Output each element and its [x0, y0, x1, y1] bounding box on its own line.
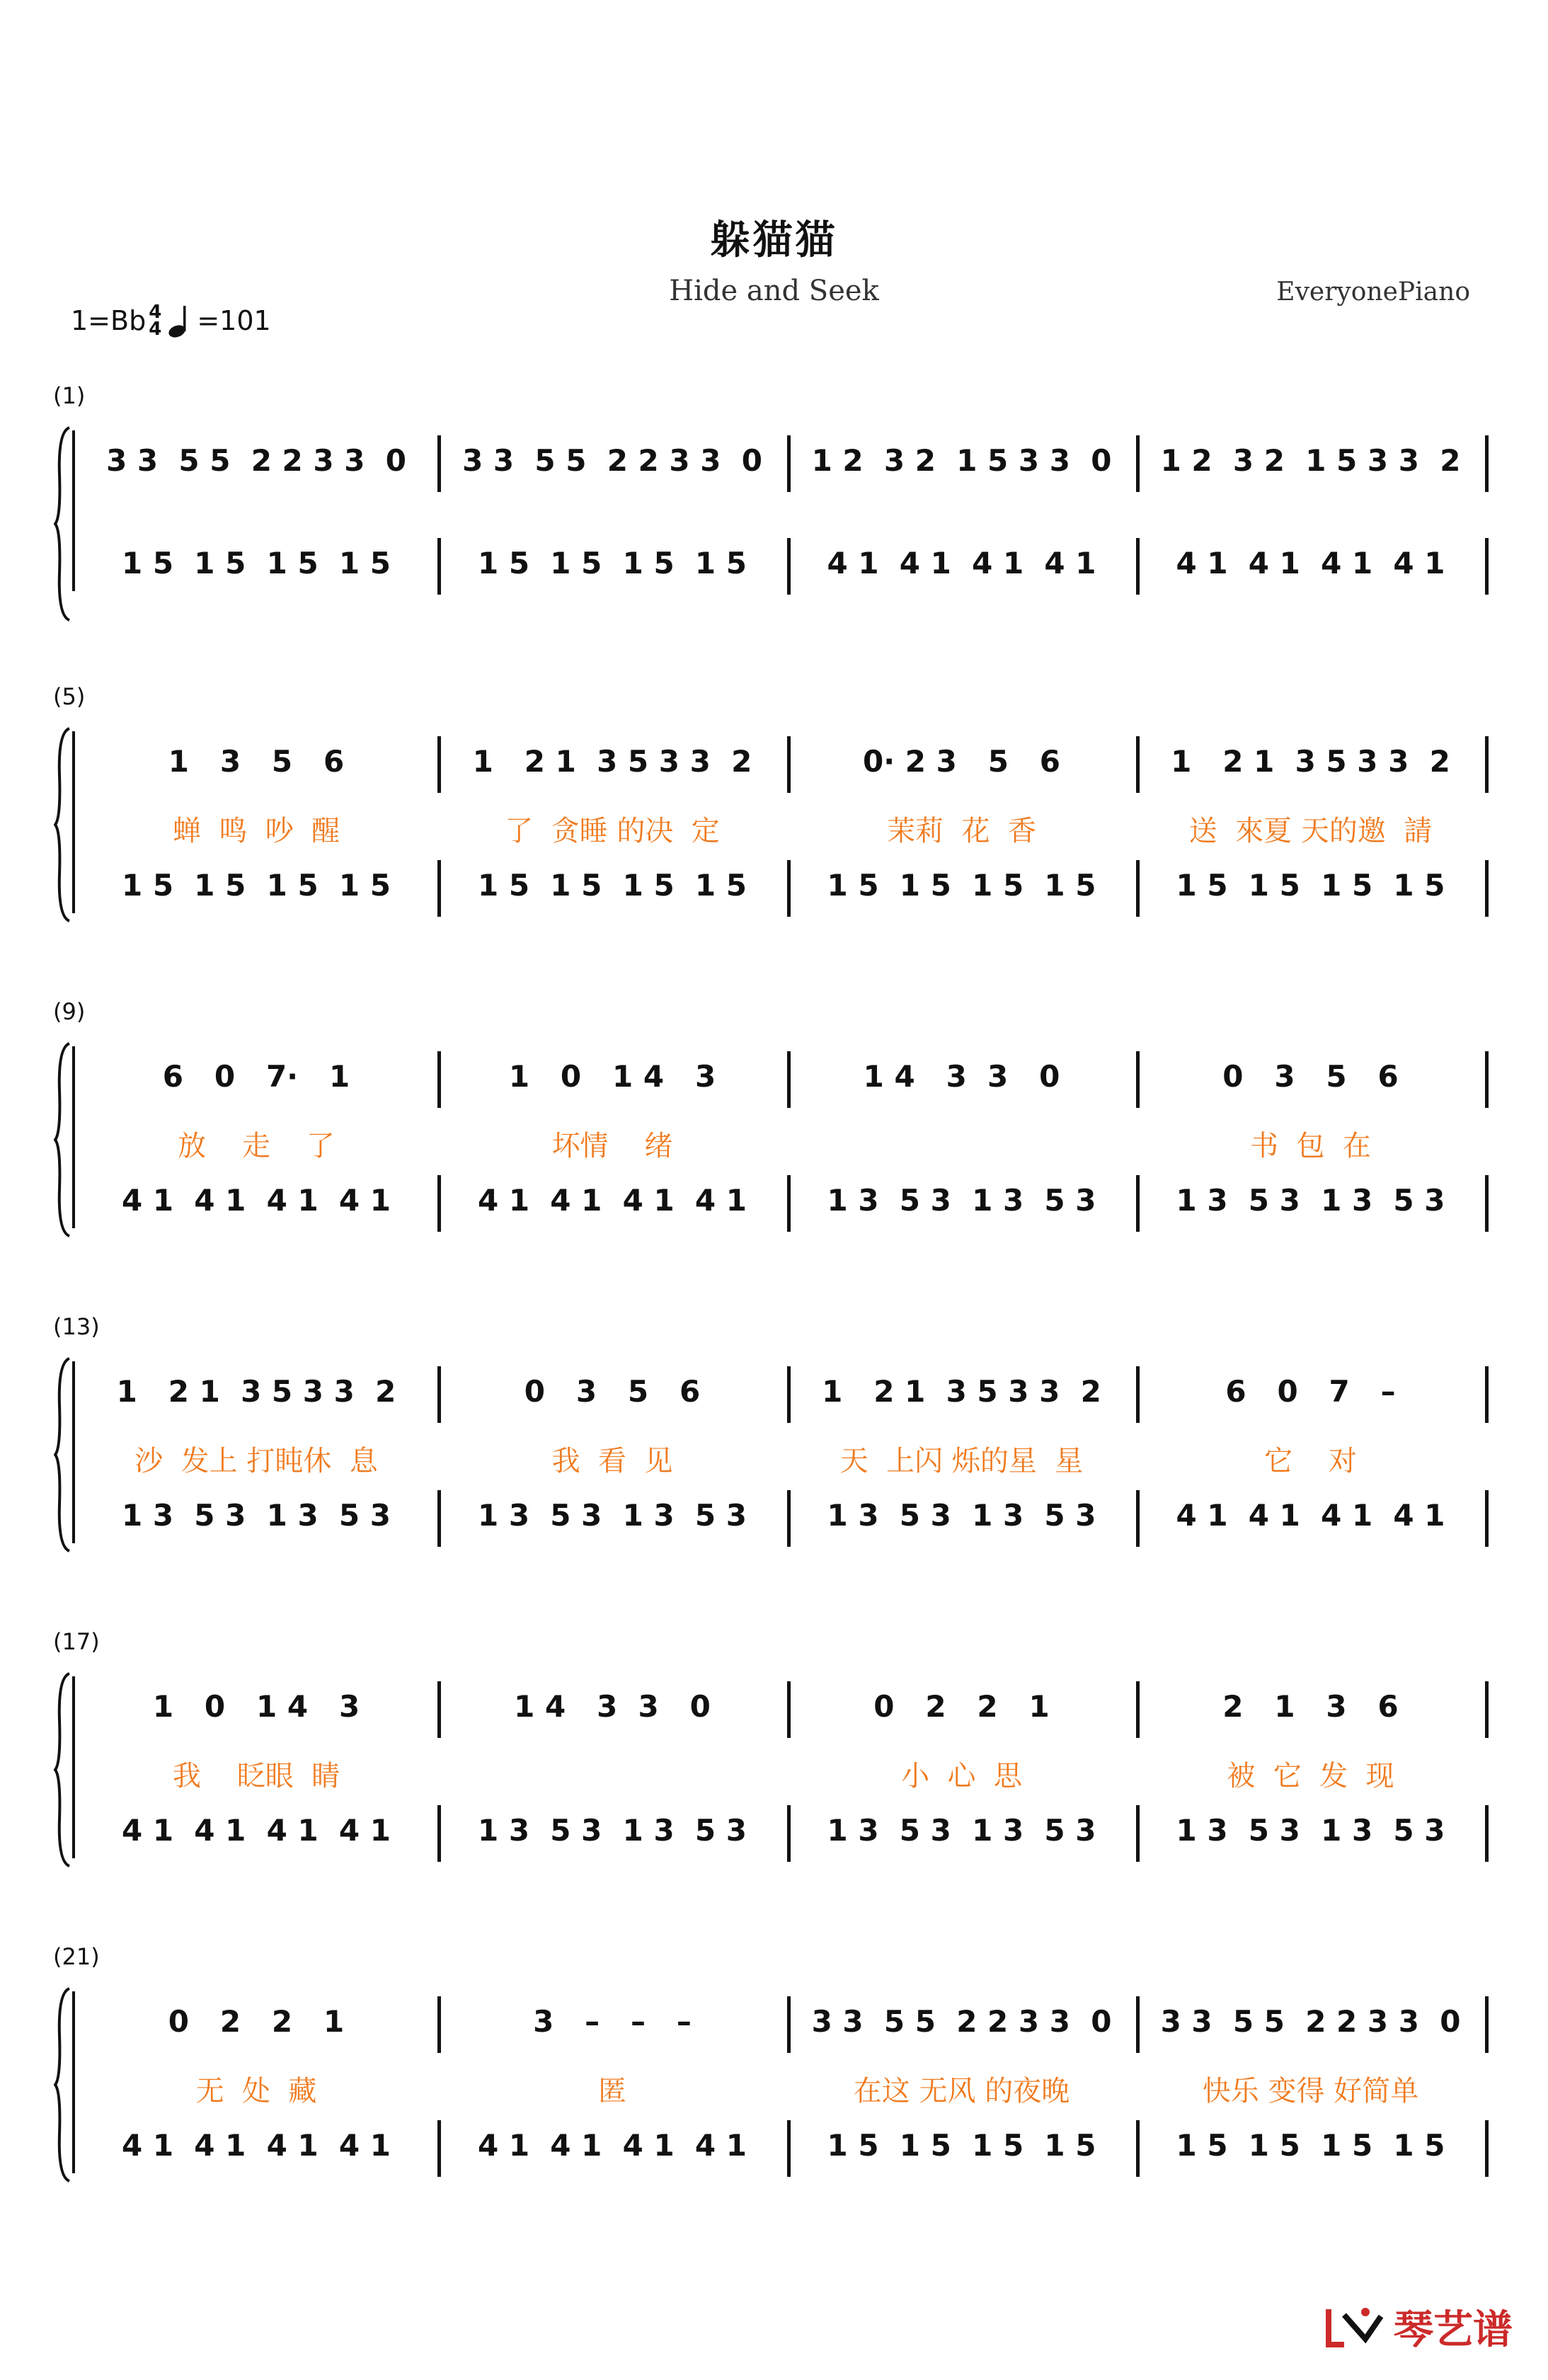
lyrics-measure: 快乐 变得 好简单 — [1202, 2074, 1419, 2107]
bass-measure: 1 5 1 5 1 5 1 5 — [477, 867, 747, 903]
bass-measure: 4 1 4 1 4 1 4 1 — [121, 2127, 391, 2163]
melody-measure: 3 – – – — [533, 2003, 692, 2039]
lyrics-measure: 沙 发上 打盹休 息 — [134, 1444, 378, 1477]
score-subtitle: Hide and Seek — [669, 275, 879, 307]
bass-measure: 1 3 5 3 1 3 5 3 — [827, 1182, 1096, 1218]
bass-row — [0, 1179, 1548, 1221]
melody-row — [0, 1685, 1548, 1727]
bass-row — [0, 542, 1548, 584]
bass-measure: 1 5 1 5 1 5 1 5 — [1176, 867, 1445, 903]
melody-measure: 1 2 1 3 5 3 3 2 — [472, 743, 752, 779]
melody-row — [0, 1055, 1548, 1097]
melody-measure: 0 3 5 6 — [1222, 1058, 1399, 1094]
measure-number: (9) — [53, 998, 86, 1025]
melody-measure: 1 2 3 2 1 5 3 3 2 — [1160, 442, 1461, 478]
bass-measure: 1 5 1 5 1 5 1 5 — [477, 545, 747, 580]
bass-measure: 1 5 1 5 1 5 1 5 — [1176, 2127, 1445, 2163]
time-signature — [149, 304, 161, 338]
bass-measure: 1 3 5 3 1 3 5 3 — [827, 1812, 1096, 1848]
lyrics-row — [0, 1752, 1548, 1795]
system-4 — [0, 1313, 1548, 1610]
bass-measure: 4 1 4 1 4 1 4 1 — [477, 1182, 747, 1218]
bass-measure: 1 5 1 5 1 5 1 5 — [827, 2127, 1096, 2163]
melody-measure: 0 2 2 1 — [168, 2003, 345, 2039]
bass-row — [0, 2124, 1548, 2166]
bass-measure: 4 1 4 1 4 1 4 1 — [827, 545, 1096, 580]
lyrics-measure: 匿 — [598, 2074, 626, 2107]
bass-measure: 1 3 5 3 1 3 5 3 — [1176, 1812, 1445, 1848]
melody-row — [0, 1370, 1548, 1412]
melody-measure: 6 0 7 – — [1225, 1373, 1396, 1409]
system-3 — [0, 998, 1548, 1295]
lyrics-row — [0, 1437, 1548, 1480]
bass-row — [0, 864, 1548, 906]
bass-row — [0, 1809, 1548, 1851]
bass-row — [0, 1494, 1548, 1536]
melody-measure: 1 2 1 3 5 3 3 2 — [822, 1373, 1101, 1409]
bass-measure: 1 5 1 5 1 5 1 5 — [121, 545, 391, 580]
bass-measure: 1 3 5 3 1 3 5 3 — [827, 1497, 1096, 1533]
lyrics-row — [0, 1122, 1548, 1165]
system-1 — [0, 382, 1548, 680]
melody-measure: 1 0 1 4 3 — [508, 1058, 716, 1094]
bass-measure: 1 3 5 3 1 3 5 3 — [1176, 1182, 1445, 1218]
watermark-brand: 琴艺谱 — [1394, 2307, 1513, 2353]
lyrics-measure: 茉莉 花 香 — [887, 814, 1036, 847]
lyrics-measure: 放 走 了 — [178, 1129, 335, 1162]
bass-measure: 1 5 1 5 1 5 1 5 — [827, 867, 1096, 903]
lyrics-measure: 书 包 在 — [1250, 1129, 1371, 1162]
system-6 — [0, 1943, 1548, 2241]
key-label: 1=Bb — [71, 305, 147, 336]
lyrics-measure: 坏情 绪 — [551, 1129, 673, 1162]
melody-measure: 1 2 1 3 5 3 3 2 — [1171, 743, 1450, 779]
melody-measure: 0· 2 3 5 6 — [862, 743, 1061, 779]
lyrics-row — [0, 2067, 1548, 2110]
bass-measure: 1 5 1 5 1 5 1 5 — [121, 867, 391, 903]
melody-measure: 1 3 5 6 — [168, 743, 345, 779]
score-title: 躲猫猫 — [710, 217, 838, 263]
melody-measure: 1 4 3 3 0 — [514, 1688, 711, 1724]
measure-number: (21) — [53, 1943, 100, 1970]
lyrics-measure: 了 贪睡 的决 定 — [505, 814, 720, 847]
quarter-note-icon — [167, 303, 194, 338]
measure-number: (1) — [53, 382, 86, 409]
melody-measure: 0 2 2 1 — [873, 1688, 1050, 1724]
system-2 — [0, 683, 1548, 980]
bass-measure: 1 3 5 3 1 3 5 3 — [477, 1812, 747, 1848]
melody-measure: 0 3 5 6 — [524, 1373, 701, 1409]
lyrics-row — [0, 807, 1548, 849]
melody-measure: 1 0 1 4 3 — [152, 1688, 360, 1724]
time-bottom: 4 — [149, 319, 162, 340]
melody-row — [0, 2000, 1548, 2042]
measure-number: (13) — [53, 1313, 100, 1340]
bass-measure: 4 1 4 1 4 1 4 1 — [1176, 1497, 1445, 1533]
lyrics-measure: 无 处 藏 — [195, 2074, 317, 2107]
bass-measure: 1 3 5 3 1 3 5 3 — [477, 1497, 747, 1533]
system-5 — [0, 1628, 1548, 1926]
melody-row — [0, 740, 1548, 782]
tempo-label: =101 — [197, 305, 271, 336]
bass-measure: 4 1 4 1 4 1 4 1 — [1176, 545, 1445, 580]
lyrics-measure — [807, 1122, 1116, 1165]
arranger-credit: EveryonePiano — [1276, 278, 1470, 307]
qinyipu-logo-icon — [1323, 2302, 1387, 2352]
lyrics-measure: 在这 无风 的夜晚 — [853, 2074, 1070, 2107]
melody-row — [0, 439, 1548, 481]
melody-measure: 3 3 5 5 2 2 3 3 0 — [462, 442, 762, 478]
melody-measure: 3 3 5 5 2 2 3 3 0 — [811, 2003, 1112, 2039]
time-top: 4 — [149, 302, 162, 323]
lyrics-measure: 我 眨眼 睛 — [172, 1759, 340, 1792]
melody-measure: 1 2 1 3 5 3 3 2 — [116, 1373, 396, 1409]
melody-measure: 1 2 3 2 1 5 3 3 0 — [811, 442, 1112, 478]
lyrics-measure: 它 对 — [1264, 1444, 1357, 1477]
lyrics-measure: 被 它 发 现 — [1227, 1759, 1394, 1792]
measure-number: (5) — [53, 683, 86, 710]
melody-measure: 2 1 3 6 — [1222, 1688, 1399, 1724]
watermark — [1323, 2299, 1513, 2355]
lyrics-measure: 小 心 思 — [901, 1759, 1022, 1792]
lyrics-measure — [457, 1752, 767, 1795]
bass-measure: 4 1 4 1 4 1 4 1 — [477, 2127, 747, 2163]
bass-measure: 1 3 5 3 1 3 5 3 — [121, 1497, 391, 1533]
melody-measure: 3 3 5 5 2 2 3 3 0 — [1160, 2003, 1461, 2039]
lyrics-measure: 我 看 见 — [551, 1444, 673, 1477]
melody-measure: 6 0 7· 1 — [162, 1058, 350, 1094]
lyrics-measure: 蝉 鸣 吵 醒 — [172, 814, 340, 847]
bass-measure: 4 1 4 1 4 1 4 1 — [121, 1812, 391, 1848]
melody-measure: 3 3 5 5 2 2 3 3 0 — [106, 442, 406, 478]
key-signature — [71, 303, 271, 338]
lyrics-measure: 送 來夏 天的邀 請 — [1188, 814, 1433, 847]
lyrics-measure: 天 上闪 烁的星 星 — [839, 1444, 1084, 1477]
bass-measure: 4 1 4 1 4 1 4 1 — [121, 1182, 391, 1218]
melody-measure: 1 4 3 3 0 — [863, 1058, 1060, 1094]
measure-number: (17) — [53, 1628, 100, 1655]
